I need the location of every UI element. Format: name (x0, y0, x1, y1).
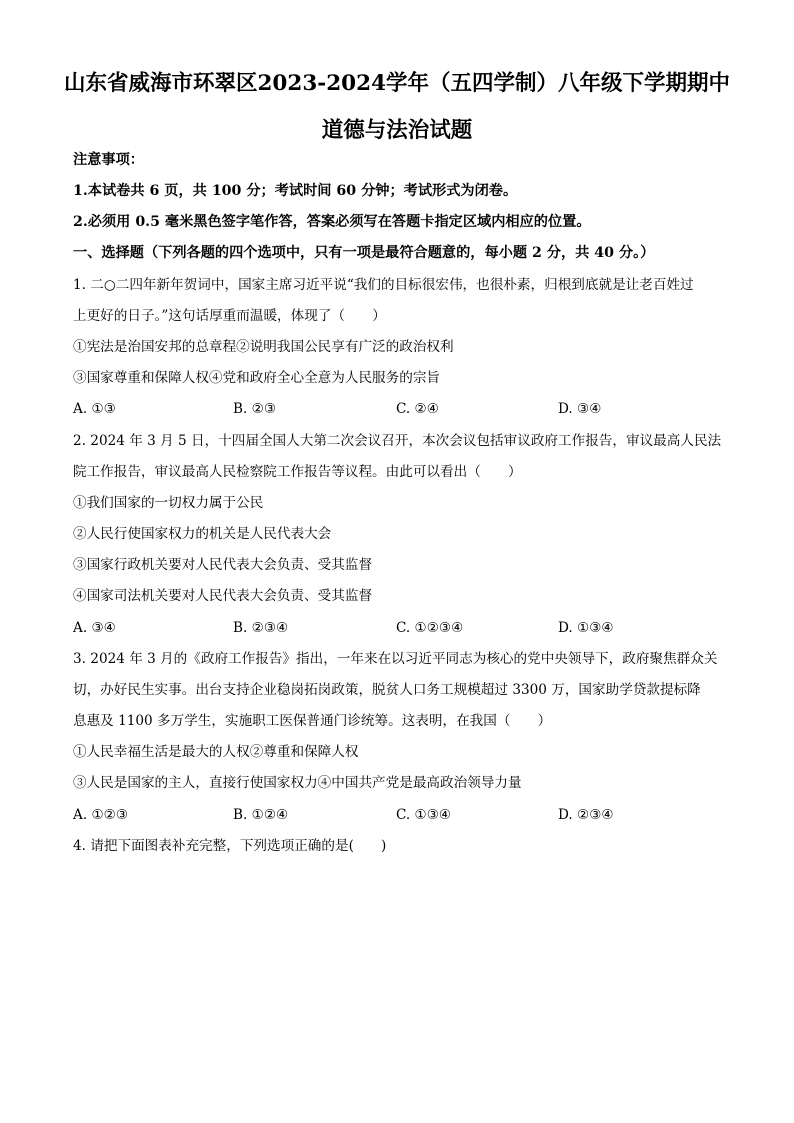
q1-statement-2: ③国家尊重和保障人权④党和政府全心全意为人民服务的宗旨 (73, 370, 441, 386)
q2-option-a: A. ③④ (73, 620, 116, 636)
q3-stem-line1: 3. 2024 年 3 月的《政府工作报告》指出，一年来在以习近平同志为核心的党中央领导下，政府聚焦群众关 (73, 651, 718, 667)
q3-stem-line2: 切，办好民生实事。出台支持企业稳岗拓岗政策，脱贫人口务工规模超过 3300 万，国家助学贷款提标降 (73, 682, 701, 698)
q4-stem-line1: 4. 请把下面图表补充完整，下列选项正确的是( ) (73, 838, 387, 854)
q1-stem-line1: 1. 二○二四年新年贺词中，国家主席习近平说“我们的目标很宏伟，也很朴素，归根到底就是让老百姓过 (73, 277, 694, 293)
section-heading: 一、选择题（下列各题的四个选项中，只有一项是最符合题意的，每小题 2 分，共 40 分。） (73, 245, 655, 261)
q2-option-c: C. ①②③④ (396, 620, 464, 636)
q1-option-b: B. ②③ (233, 401, 277, 417)
exam-title-line1: 山东省威海市环翠区2023-2024学年（五四学制）八年级下学期期中 (63, 71, 731, 96)
notice-item-2: 2.必须用 0.5 毫米黑色签字笔作答，答案必须写在答题卡指定区域内相应的位置。 (73, 214, 591, 230)
q3-option-d: D. ②③④ (558, 807, 614, 823)
q1-statement-1: ①宪法是治国安邦的总章程②说明我国公民享有广泛的政治权利 (73, 339, 454, 355)
q3-statement-1: ①人民幸福生活是最大的人权②尊重和保障人权 (73, 744, 359, 760)
notice-item-1: 1.本试卷共 6 页，共 100 分；考试时间 60 分钟；考试形式为闭卷。 (73, 183, 518, 199)
q3-option-c: C. ①③④ (396, 807, 452, 823)
exam-title-line2: 道德与法治试题 (321, 118, 473, 143)
q2-option-b: B. ②③④ (233, 620, 289, 636)
q2-statement-2: ②人民行使国家权力的机关是人民代表大会 (73, 526, 332, 542)
q2-statement-1: ①我们国家的一切权力属于公民 (73, 495, 264, 511)
q1-stem-line2: 上更好的日子。”这句话厚重而温暖，体现了（ ） (73, 308, 386, 324)
q3-stem-line3: 息惠及 1100 多万学生，实施职工医保普通门诊统筹。这表明，在我国（ ） (73, 713, 552, 729)
notice-heading: 注意事项： (73, 152, 144, 168)
q2-statement-3: ③国家行政机关要对人民代表大会负责、受其监督 (73, 557, 373, 573)
q1-option-d: D. ③④ (558, 401, 602, 417)
q2-option-d: D. ①③④ (558, 620, 614, 636)
q3-statement-2: ③人民是国家的主人，直接行使国家权力④中国共产党是最高政治领导力量 (73, 775, 522, 791)
q3-option-a: A. ①②③ (73, 807, 129, 823)
q2-statement-4: ④国家司法机关要对人民代表大会负责、受其监督 (73, 588, 373, 604)
q3-option-b: B. ①②④ (233, 807, 289, 823)
q1-option-c: C. ②④ (396, 401, 439, 417)
q2-stem-line2: 院工作报告，审议最高人民检察院工作报告等议程。由此可以看出（ ） (73, 464, 522, 480)
q2-stem-line1: 2. 2024 年 3 月 5 日，十四届全国人大第二次会议召开，本次会议包括审议政府工作报告，审议最高人民法 (73, 433, 722, 449)
q1-option-a: A. ①③ (73, 401, 116, 417)
